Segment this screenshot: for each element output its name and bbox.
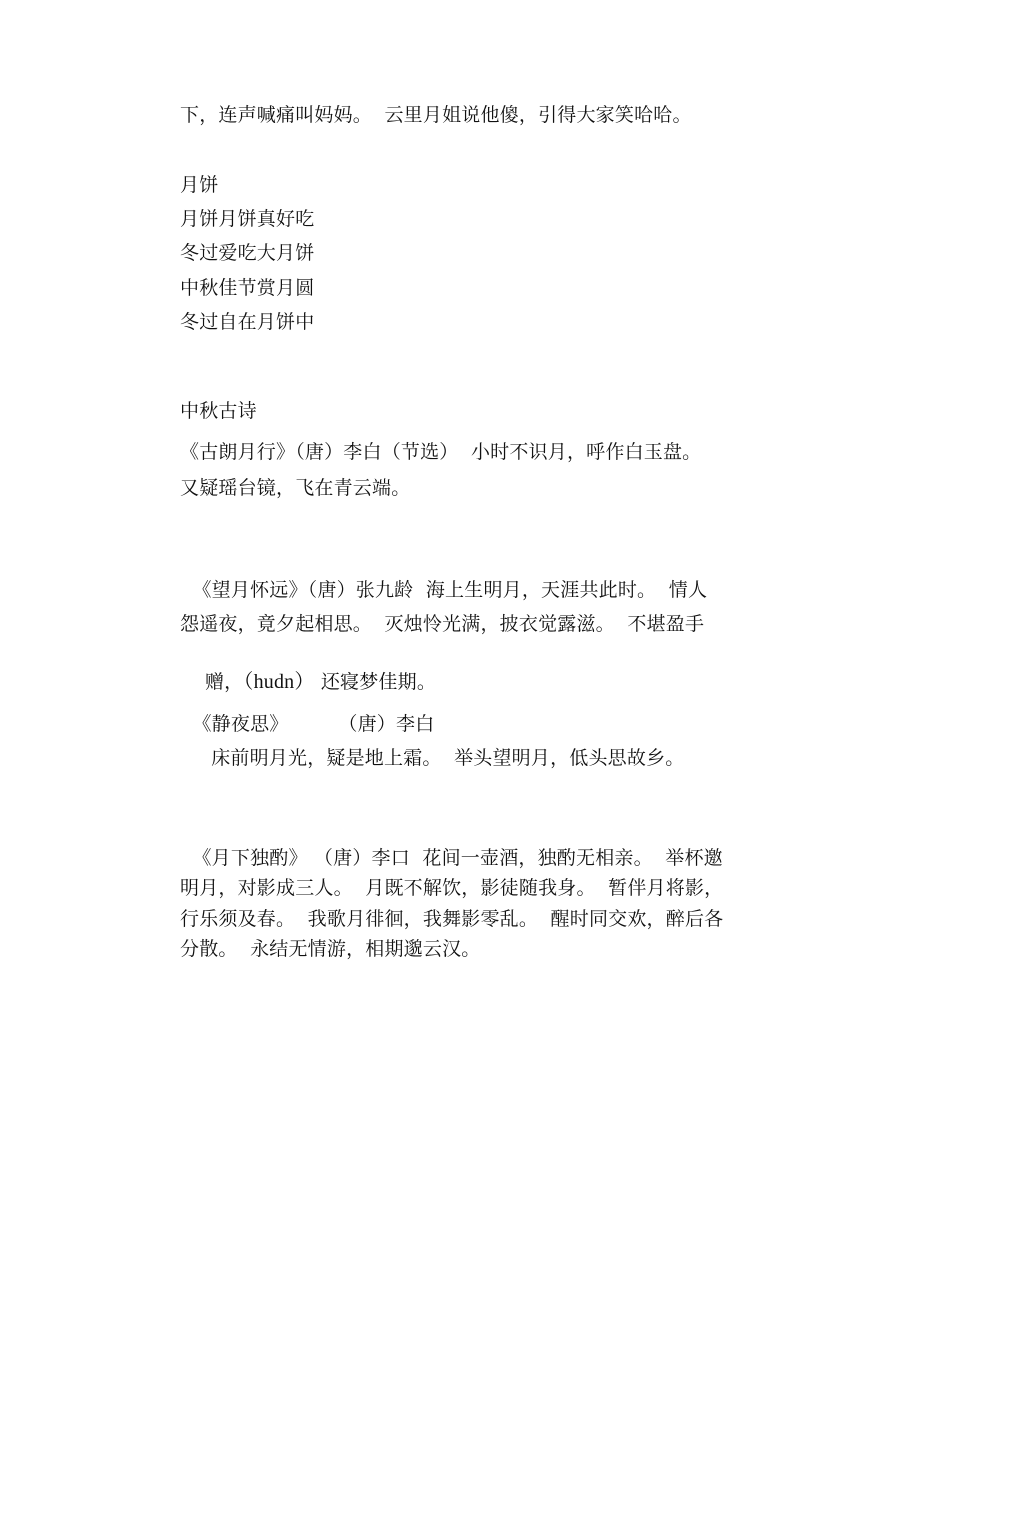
poem1-line-1: 《古朗月行》（唐）李白（节选） 小时不识月，呼作白玉盘。 [180,441,702,463]
poem2-line-2: 怨遥夜，竟夕起相思。 灭烛怜光满，披衣觉露滋。 不堪盈手 [180,613,705,635]
poem2-line-3-pre: 赠， [204,671,244,693]
mooncake-title: 月饼 [180,174,219,196]
mooncake-line-1: 月饼月饼真好吃 [180,208,315,230]
poem1-line-2: 又疑瑶台镜，飞在青云端。 [180,477,411,499]
intro-line: 下，连声喊痛叫妈妈。 云里月姐说他傻，引得大家笑哈哈。 [180,104,692,126]
mooncake-line-2: 冬过爱吃大月饼 [180,242,315,264]
poem3-body-line: 床前明月光，疑是地上霜。 举头望明月，低头思故乡。 [180,747,685,769]
mooncake-line-4: 冬过自在月饼中 [180,311,315,333]
poem4-line-2: 明月，对影成三人。 月既不解饮，影徒随我身。 暂伴月将影， [180,877,724,899]
poem4-line-3: 行乐须及春。 我歌月徘徊，我舞影零乱。 醒时同交欢，醉后各 [180,908,724,930]
pronunciation-note: （hudn） [243,671,315,693]
mooncake-line-3: 中秋佳节赏月圆 [180,277,315,299]
poem4-line-4: 分散。 永结无情游，相期邈云汉。 [180,938,481,960]
poem4-line-1: 《月下独酌》 （唐）李口 花间一壶酒，独酌无相亲。 举杯邀 [180,847,723,869]
poem2-line-3 [180,646,436,718]
poem2-line-1: 《望月怀远》（唐）张九龄 海上生明月，天涯共此时。 情人 [180,579,708,601]
poem2-line-3-post: 还寝梦佳期。 [314,671,437,693]
poem3-title-line: 《静夜思》 （唐）李白 [180,713,435,735]
poems-heading: 中秋古诗 [180,400,257,422]
